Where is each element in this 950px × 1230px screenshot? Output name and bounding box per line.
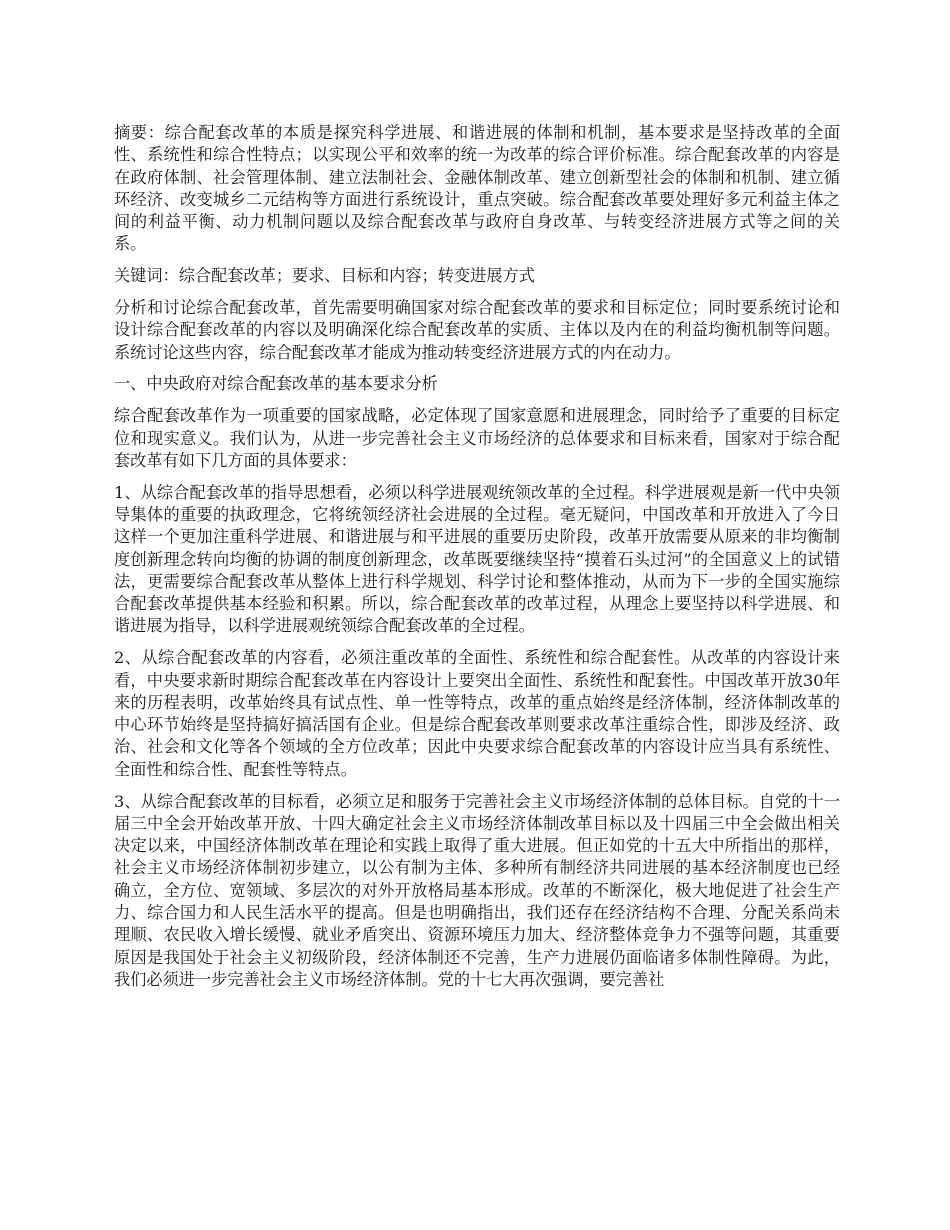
point-1-paragraph: 1、从综合配套改革的指导思想看，必须以科学进展观统领改革的全过程。科学进展观是新一代中央领导集体的重要的执政理念，它将统领经济社会进展的全过程。毫无疑问，中国改革和开放进入了今日这样一个更加注重科学进展、和谐进展与和平进展的重要历史阶段，改革开放需要从原来的非均衡制度创新理念转向均衡的协调的制度创新理念，改革既要继续坚持“摸着石头过河”的全国意义上的试错法，更需要综合配套改革从整体上进行科学规划、科学讨论和整体推动，从而为下一步的全国实施综合配套改革提供基本经验和积累。所以，综合配套改革的改革过程，从理念上要坚持以科学进展、和谐进展为指导，以科学进展观统领综合配套改革的全过程。: [114, 482, 840, 636]
intro-paragraph: 分析和讨论综合配套改革，首先需要明确国家对综合配套改革的要求和目标定位；同时要系统讨论和设计综合配套改革的内容以及明确深化综合配套改革的实质、主体以及内在的利益均衡机制等问题。系统讨论这些内容，综合配套改革才能成为推动转变经济进展方式的内在动力。: [114, 298, 840, 362]
section-intro-paragraph: 综合配套改革作为一项重要的国家战略，必定体现了国家意愿和进展理念，同时给予了重要的目标定位和现实意义。我们认为，从进一步完善社会主义市场经济的总体要求和目标来看，国家对于综合配套改革有如下几方面的具体要求：: [114, 406, 840, 470]
keywords-paragraph: 关键词：综合配套改革；要求、目标和内容；转变进展方式: [114, 266, 535, 286]
section-heading: 一、中央政府对综合配套改革的基本要求分析: [114, 374, 438, 394]
document-body: [114, 122, 840, 1001]
point-2-paragraph: 2、从综合配套改革的内容看，必须注重改革的全面性、系统性和综合配套性。从改革的内容设计来看，中央要求新时期综合配套改革在内容设计上要突出全面性、系统性和配套性。中国改革开放30年来的历程表明，改革始终具有试点性、单一性等特点，改革的重点始终是经济体制，经济体制改革的中心环节始终是坚持搞好搞活国有企业。但是综合配套改革则要求改革注重综合性，即涉及经济、政治、社会和文化等各个领域的全方位改革；因此中央要求综合配套改革的内容设计应当具有系统性、全面性和综合性、配套性等特点。: [114, 648, 840, 779]
point-3-paragraph: 3、从综合配套改革的目标看，必须立足和服务于完善社会主义市场经济体制的总体目标。自党的十一届三中全会开始改革开放、十四大确定社会主义市场经济体制改革目标以及十四届三中全会做出相关决定以来，中国经济体制改革在理论和实践上取得了重大进展。但正如党的十五大中所指出的那样，社会主义市场经济体制初步建立，以公有制为主体、多种所有制经济共同进展的基本经济制度也已经确立，全方位、宽领域、多层次的对外开放格局基本形成。改革的不断深化，极大地促进了社会生产力、综合国力和人民生活水平的提高。但是也明确指出，我们还存在经济结构不合理、分配关系尚未理顺、农民收入增长缓慢、就业矛盾突出、资源环境压力加大、经济整体竞争力不强等问题，其重要原因是我国处于社会主义初级阶段，经济体制还不完善，生产力进展仍面临诸多体制性障碍。为此，我们必须进一步完善社会主义市场经济体制。党的十七大再次强调，要完善社: [114, 791, 840, 989]
abstract-paragraph: 摘要：综合配套改革的本质是探究科学进展、和谐进展的体制和机制，基本要求是坚持改革的全面性、系统性和综合性特点；以实现公平和效率的统一为改革的综合评价标准。综合配套改革的内容是在政府体制、社会管理体制、建立法制社会、金融体制改革、建立创新型社会的体制和机制、建立循环经济、改变城乡二元结构等方面进行系统设计，重点突破。综合配套改革要处理好多元利益主体之间的利益平衡、动力机制问题以及综合配套改革与政府自身改革、与转变经济进展方式等之间的关系。: [114, 123, 840, 254]
